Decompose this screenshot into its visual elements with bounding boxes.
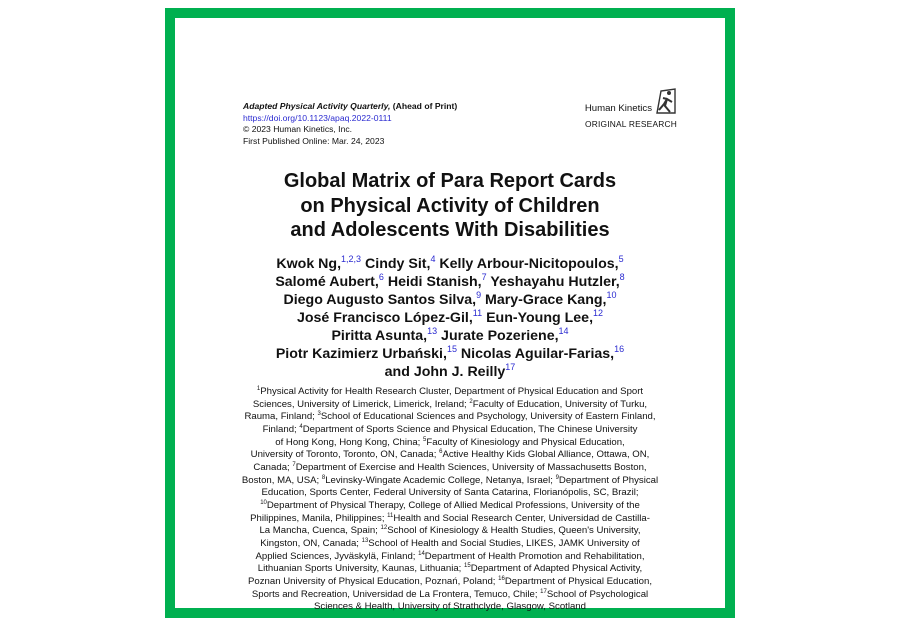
affiliation-text: Department of Physical Therapy, College of Allied Medical Professions, University of the [266, 499, 640, 511]
doi-link[interactable]: https://doi.org/10.1123/apaq.2022-0111 [243, 112, 392, 123]
affiliation-superscript: 5 [618, 254, 624, 264]
affiliation-text: Sciences & Health, University of Strathclyde, Glasgow, Scotland [314, 601, 586, 613]
author-line [175, 273, 725, 291]
affiliation-text: Finland; [262, 423, 300, 435]
author-line [175, 345, 725, 363]
author-name: José Francisco López-Gil, [296, 310, 473, 326]
affiliation-line [175, 399, 725, 412]
affiliation-line [175, 475, 725, 488]
affiliation-text: Department of Adapted Physical Activity, [470, 563, 643, 575]
author-name: Piotr Kazimierz Urbański, [275, 346, 447, 362]
affiliation-superscript: 10 [606, 290, 617, 300]
publication-status: (Ahead of Print) [390, 101, 458, 111]
affiliation-text: School of Psychological [546, 588, 649, 600]
article-header [243, 101, 457, 147]
affiliation-line [175, 487, 725, 500]
affiliation-line [175, 538, 725, 551]
affiliation-text: School of Health and Social Studies, LIKES, JAMK University of [368, 537, 640, 549]
copyright: © 2023 Human Kinetics, Inc. [243, 124, 353, 134]
affiliation-text: Philippines, Manila, Philippines; [250, 512, 388, 524]
affiliation-superscript: 15 [446, 344, 457, 354]
affiliation-line [175, 589, 725, 602]
affiliation-number: 2 [469, 398, 473, 405]
affiliation-line [175, 437, 725, 450]
affiliation-line [175, 551, 725, 564]
affiliation-line [175, 424, 725, 437]
title-line: on Physical Activity of Children [300, 194, 600, 217]
affiliation-superscript: 7 [481, 272, 487, 282]
affiliation-text: Canada; [253, 461, 293, 473]
affiliation-text: Department of Sports Science and Physical Education, The Chinese University [302, 423, 638, 435]
author-name: and John J. Reilly [384, 364, 506, 380]
affiliation-text: Poznan University of Physical Education, Poznań, Poland; [248, 575, 499, 587]
affiliation-text: Faculty of Education, University of Turku, [472, 398, 648, 410]
affiliation-text: School of Kinesiology & Health Studies, Queen's University, [387, 525, 641, 537]
article-type: ORIGINAL RESEARCH [585, 119, 677, 129]
affiliation-text: Sports and Recreation, Universidad de La Frontera, Temuco, Chile; [251, 588, 541, 600]
publisher-logo [585, 88, 677, 129]
author-name: Mary-Grace Kang, [481, 292, 607, 308]
affiliation-number: 4 [299, 423, 303, 430]
affiliation-number: 16 [498, 575, 505, 582]
affiliation-text: Faculty of Kinesiology and Physical Education, [426, 436, 625, 448]
affiliation-line [175, 462, 725, 475]
affiliation-text: La Mancha, Cuenca, Spain; [259, 525, 381, 537]
affiliation-text: Department of Physical [558, 474, 659, 486]
affiliation-number: 8 [321, 474, 326, 481]
affiliation-superscript: 12 [593, 308, 604, 318]
affiliation-superscript: 1,2,3 [341, 254, 362, 264]
affiliation-text: Physical Activity for Health Research Cluster, Department of Physical Education and Sport [260, 386, 644, 397]
affiliation-superscript: 4 [430, 254, 436, 264]
author-name: Nicolas Aguilar-Farias, [456, 346, 615, 362]
publisher-name: Human Kinetics [584, 103, 652, 114]
author-line [175, 309, 725, 327]
affiliation-text: Department of Physical Education, [504, 575, 652, 587]
affiliation-text: Rauma, Finland; [244, 411, 318, 423]
author-name: Eun-Young Lee, [482, 310, 594, 326]
affiliation-text: School of Educational Sciences and Psychology, University of Eastern Finland, [320, 411, 656, 423]
paper-title [175, 169, 725, 243]
author-name: Heidi Stanish, [383, 274, 482, 290]
author-name: Kelly Arbour-Nicitopoulos, [435, 256, 619, 272]
affiliation-number: 12 [380, 525, 388, 532]
author-name: Diego Augusto Santos Silva, [283, 292, 477, 308]
affiliation-text: Boston, MA, USA; [241, 474, 322, 486]
author-name: Yeshayahu Hutzler, [486, 274, 620, 290]
author-line [175, 291, 725, 309]
affiliation-line [175, 411, 725, 424]
affiliation-text: Education, Sports Center, Federal University of Santa Catarina, Florianópolis, SC, Brazil; [261, 487, 639, 499]
affiliation-number: 17 [540, 588, 547, 595]
affiliation-number: 14 [418, 550, 425, 557]
affiliation-line [175, 449, 725, 462]
affiliation-text: of Hong Kong, Hong Kong, China; [275, 436, 423, 448]
affiliation-text: Department of Exercise and Health Sciences, University of Massachusetts Boston, [295, 461, 647, 473]
author-list [175, 255, 725, 381]
affiliation-number: 3 [317, 411, 321, 418]
affiliation-number: 11 [387, 512, 394, 519]
affiliation-text: Sciences, University of Limerick, Limerick, Ireland; [252, 398, 470, 410]
author-name: Jurate Pozeriene, [437, 328, 559, 344]
affiliation-superscript: 17 [505, 362, 516, 372]
journal-line [243, 101, 457, 113]
affiliation-line [175, 513, 725, 526]
journal-name: Adapted Physical Activity Quarterly, [243, 101, 391, 111]
affiliation-superscript: 13 [427, 326, 438, 336]
affiliation-number: 1 [256, 386, 261, 392]
author-line [175, 363, 725, 381]
affiliation-superscript: 9 [476, 290, 482, 300]
affiliation-line [175, 563, 725, 576]
affiliation-text: Active Healthy Kids Global Alliance, Ottawa, ON, [442, 449, 650, 461]
affiliation-line [175, 601, 725, 614]
affiliation-text: Health and Social Research Center, Universidad de Castilla- [393, 512, 650, 524]
affiliation-text: Kingston, ON, Canada; [260, 537, 362, 549]
title-line: and Adolescents With Disabilities [290, 219, 610, 241]
author-name: Salomé Aubert, [275, 274, 379, 290]
affiliation-number: 13 [361, 537, 369, 544]
affiliation-superscript: 8 [619, 272, 625, 282]
published-date: First Published Online: Mar. 24, 2023 [243, 135, 385, 146]
title-line: Global Matrix of Para Report Cards [283, 170, 617, 192]
page-frame [165, 8, 735, 618]
affiliation-text: Lithuanian Sports University, Kaunas, Lithuania; [257, 563, 464, 575]
affiliation-line [175, 525, 725, 538]
affiliation-line [175, 386, 725, 399]
author-name: Kwok Ng, [276, 256, 342, 272]
author-name: Piritta Asunta, [331, 328, 428, 344]
affiliation-superscript: 11 [472, 308, 483, 318]
affiliation-superscript: 14 [558, 326, 569, 336]
affiliation-superscript: 6 [378, 272, 384, 282]
affiliation-text: Department of Health Promotion and Rehabilitation, [424, 550, 645, 562]
affiliation-line [175, 500, 725, 513]
affiliation-text: Levinsky-Wingate Academic College, Netanya, Israel; [325, 474, 556, 486]
affiliation-text: Applied Sciences, Jyväskylä, Finland; [255, 550, 419, 562]
affiliations [175, 386, 725, 614]
affiliation-line [175, 576, 725, 589]
affiliation-number: 9 [555, 474, 559, 481]
affiliation-number: 5 [423, 436, 427, 443]
affiliation-superscript: 16 [614, 344, 625, 354]
author-line [175, 327, 725, 345]
human-kinetics-runner-icon [655, 88, 677, 114]
affiliation-number: 10 [260, 499, 267, 506]
author-line [175, 255, 725, 273]
affiliation-number: 7 [292, 461, 296, 468]
affiliation-number: 6 [439, 449, 443, 456]
affiliation-text: University of Toronto, Toronto, ON, Canada; [250, 449, 440, 461]
affiliation-number: 15 [464, 563, 471, 570]
author-name: Cindy Sit, [361, 256, 431, 272]
